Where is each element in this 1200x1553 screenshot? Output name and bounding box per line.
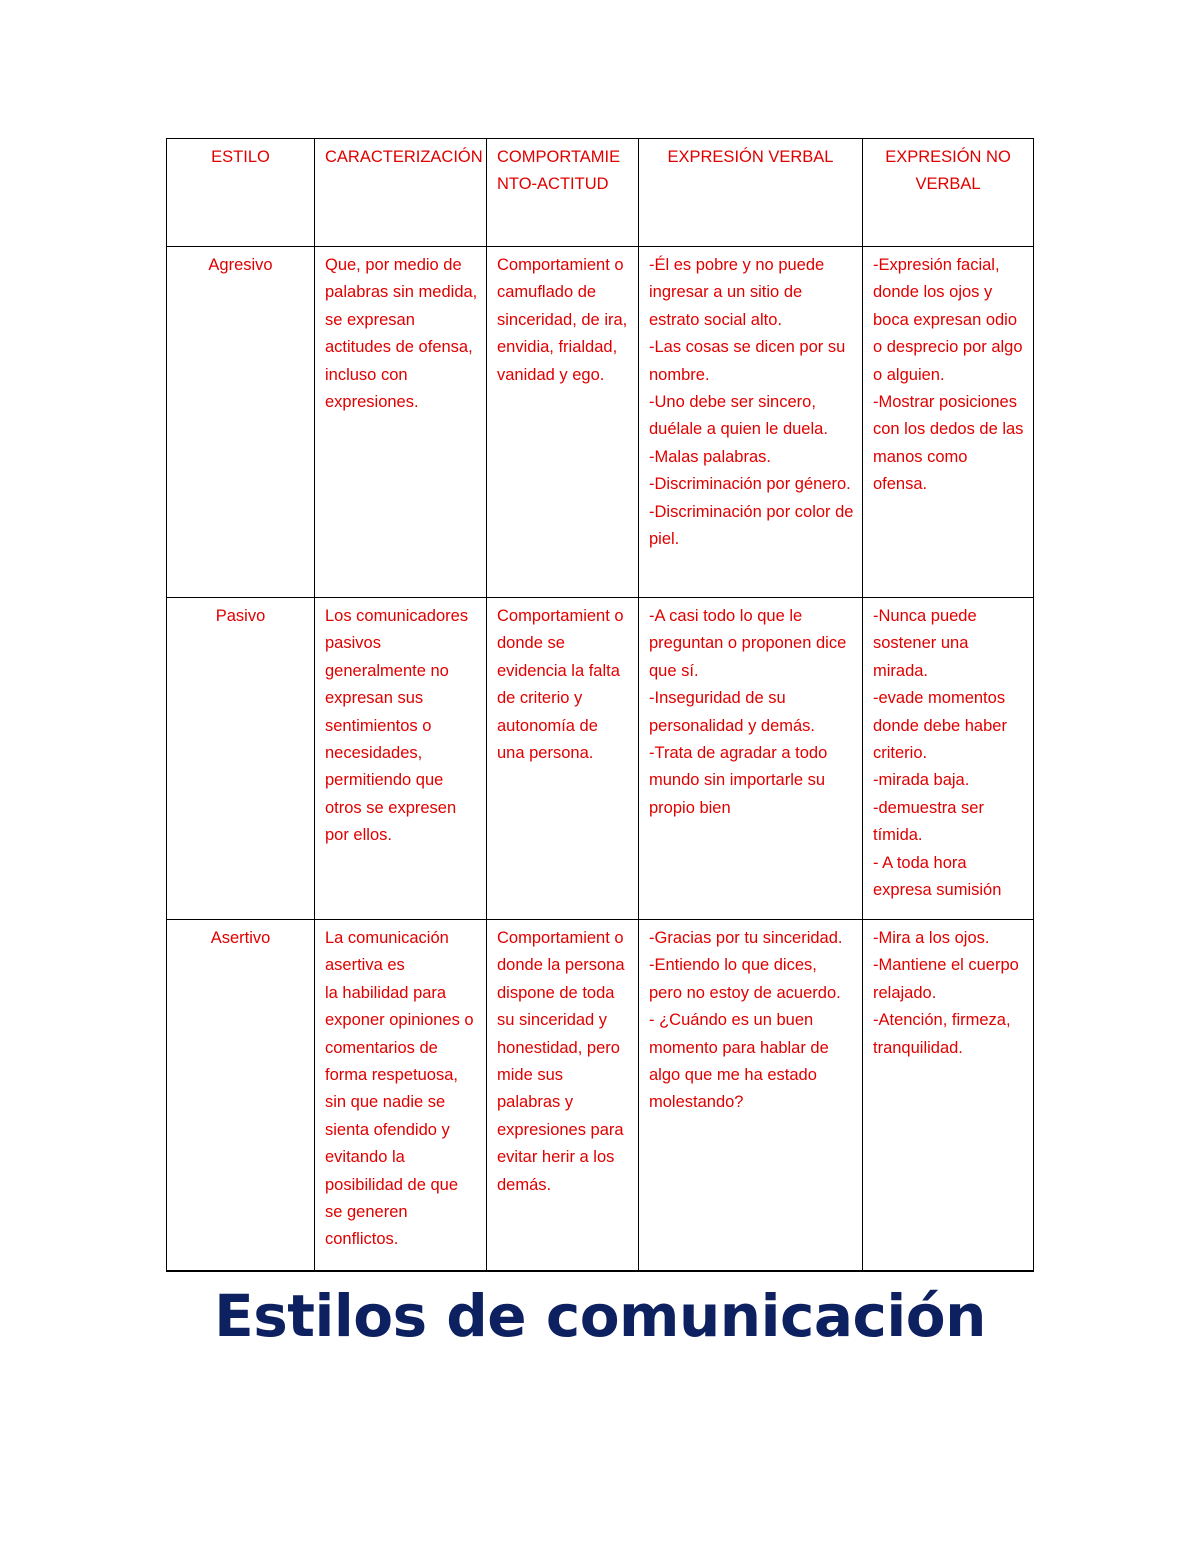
- header-expresion-verbal-text: EXPRESIÓN VERBAL: [667, 148, 834, 166]
- header-cell-estilo: [167, 139, 315, 247]
- expresion-verbal-text: -Gracias por tu sinceridad. -Entiendo lo que dices, pero no estoy de acuerdo. - ¿Cuándo es un buen momento para hablar de algo que me ha estado molestando?: [649, 929, 843, 1112]
- cell-estilo: [167, 598, 315, 920]
- cell-caracterizacion: [315, 247, 487, 598]
- cell-caracterizacion: [315, 920, 487, 1272]
- cell-estilo: [167, 920, 315, 1272]
- comportamiento-text: Comportamient o camuflado de sinceridad, de ira, envidia, frialdad, vanidad y ego.: [497, 256, 628, 384]
- cell-expresion-no-verbal: [863, 247, 1034, 598]
- table-row: [167, 247, 1034, 598]
- header-expresion-no-verbal-text: EXPRESIÓN NO VERBAL: [885, 148, 1011, 194]
- cell-expresion-verbal: [639, 247, 863, 598]
- caracterizacion-text: La comunicación asertiva es la habilidad para exponer opiniones o comentarios de forma respetuosa, sin que nadie se sienta ofendido y evitando la posibilidad de que se generen conflictos.: [325, 929, 474, 1249]
- cell-estilo: [167, 247, 315, 598]
- estilo-text: Asertivo: [210, 929, 271, 947]
- cell-expresion-verbal: [639, 598, 863, 920]
- header-estilo-text: ESTILO: [211, 148, 270, 166]
- header-comportamiento-text: COMPORTAMIE NTO-ACTITUD: [497, 148, 621, 194]
- expresion-verbal-text: -A casi todo lo que le preguntan o proponen dice que sí. -Inseguridad de su personalidad y demás. -Trata de agradar a todo mundo sin importarle su propio bien: [649, 607, 847, 817]
- header-caracterizacion-text: CARACTERIZACIÓN: [325, 148, 483, 166]
- expresion-verbal-text: -Él es pobre y no puede ingresar a un sitio de estrato social alto. -Las cosas se dicen por su nombre. -Uno debe ser sincero, duélale a quien le duela. -Malas palabras. -Discriminación por género. -Discriminación por color de piel.: [649, 256, 854, 549]
- estilo-text: Pasivo: [215, 607, 266, 625]
- header-cell-expresion-no-verbal: [863, 139, 1034, 247]
- cell-comportamiento: [487, 247, 639, 598]
- cell-expresion-no-verbal: [863, 598, 1034, 920]
- table-header-row: [167, 139, 1034, 247]
- table-row: [167, 920, 1034, 1272]
- expresion-no-verbal-text: -Nunca puede sostener una mirada. -evade momentos donde debe haber criterio. -mirada baja. -demuestra ser tímida. - A toda hora expresa sumisión: [873, 607, 1007, 900]
- document-title: Estilos de comunicación: [214, 1282, 986, 1350]
- comportamiento-text: Comportamient o donde la persona dispone de toda su sinceridad y honestidad, pero mide sus palabras y expresiones para evitar herir a los demás.: [497, 929, 625, 1194]
- caracterizacion-text: Que, por medio de palabras sin medida, se expresan actitudes de ofensa, incluso con expresiones.: [325, 256, 478, 412]
- caracterizacion-text: Los comunicadores pasivos generalmente no expresan sus sentimientos o necesidades, permitiendo que otros se expresen por ellos.: [325, 607, 469, 845]
- cell-comportamiento: [487, 920, 639, 1272]
- cell-comportamiento: [487, 598, 639, 920]
- header-cell-comportamiento: [487, 139, 639, 247]
- estilo-text: Agresivo: [208, 256, 273, 274]
- cell-caracterizacion: [315, 598, 487, 920]
- header-cell-caracterizacion: [315, 139, 487, 247]
- comportamiento-text: Comportamient o donde se evidencia la falta de criterio y autonomía de una persona.: [497, 607, 624, 763]
- cell-expresion-verbal: [639, 920, 863, 1272]
- expresion-no-verbal-text: -Mira a los ojos. -Mantiene el cuerpo relajado. -Atención, firmeza, tranquilidad.: [873, 929, 1019, 1057]
- communication-styles-table: [166, 138, 1034, 1272]
- header-cell-expresion-verbal: [639, 139, 863, 247]
- expresion-no-verbal-text: -Expresión facial, donde los ojos y boca expresan odio o desprecio por algo o alguien. -Mostrar posiciones con los dedos de las manos como ofensa.: [873, 256, 1024, 494]
- cell-expresion-no-verbal: [863, 920, 1034, 1272]
- table-row: [167, 598, 1034, 920]
